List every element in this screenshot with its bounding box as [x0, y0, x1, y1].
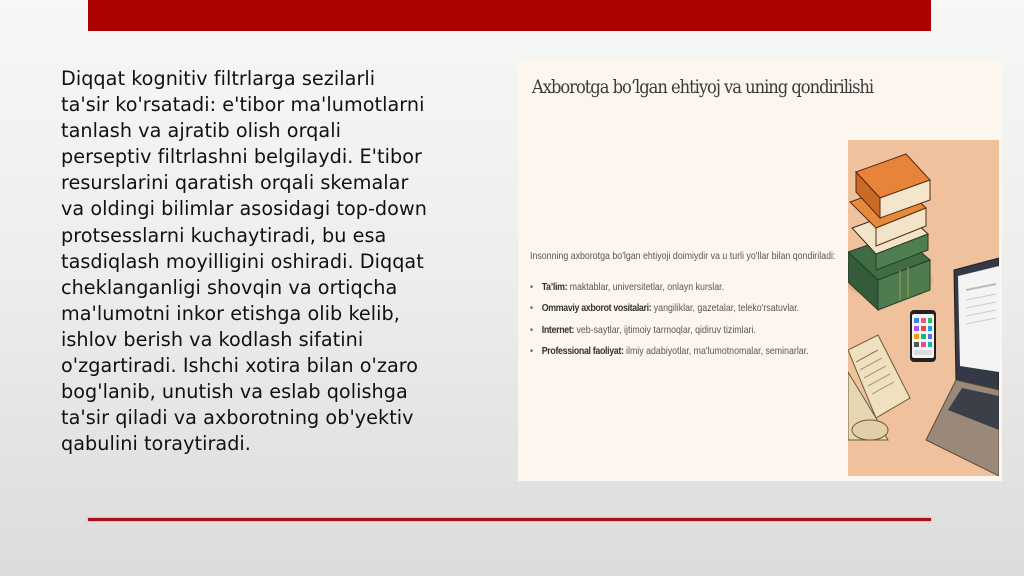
item-label: Ommaviy axborot vositalari: [541, 302, 652, 315]
list-item [530, 324, 809, 345]
item-label: Professional faoliyat: [541, 344, 624, 357]
laptop-icon [926, 258, 999, 476]
body-line: ta'sir qiladi va axborotning ob'yektiv [61, 406, 414, 430]
body-line: tasdiqlash moyilligini oshiradi. Diqqat [61, 249, 424, 273]
body-line: tanlash va ajratib olish orqali [61, 119, 341, 143]
list-item [530, 302, 809, 323]
item-label: Ta’lim: [541, 281, 568, 293]
panel-bullet-list [530, 281, 862, 366]
body-line: va oldingi bilimlar asosidagi top-down [61, 197, 427, 221]
body-line: perseptiv filtrlashni belgilaydi. E'tibor [61, 145, 422, 169]
panel-title: Axborotga bo‘lgan ehtiyoj va uning qondirilishi [532, 76, 874, 98]
body-line: bog'lanib, unutish va eslab qolishga [61, 380, 408, 404]
books-and-devices-illustration [848, 140, 999, 476]
body-line: ma'lumotni inkor etishga olib kelib, [61, 301, 400, 325]
list-item [530, 345, 809, 366]
item-label: Internet: [541, 323, 575, 336]
item-text: maktablar, universitetlar, onlayn kurslar. [567, 281, 725, 293]
bullet-icon: • [530, 323, 534, 336]
smartphone-icon [910, 310, 936, 362]
bullet-icon: • [530, 281, 534, 293]
body-line: ishlov berish va kodlash sifatini [61, 327, 364, 351]
bullet-icon: • [530, 344, 534, 357]
body-line: resurslarini qaratish orqali skemalar [61, 171, 409, 195]
body-line: Diqqat kognitiv filtrlarga sezilarli [61, 67, 376, 90]
newspaper-icon [848, 335, 910, 440]
item-text: veb-saytlar, ijtimoiy tarmoqlar, qidiruv tizimlari. [574, 323, 756, 336]
slide-body-text [61, 66, 501, 457]
panel-intro: Insonning axborotga bo'lgan ehtiyoji doimiydir va u turli yo'llar bilan qondiriladi: [530, 250, 836, 262]
body-line: qabulini toraytiradi. [61, 432, 251, 456]
footer-divider-line [88, 518, 931, 521]
body-line: cheklanganligi shovqin va ortiqcha [61, 275, 398, 299]
item-text: ilmiy adabiyotlar, ma'lumotnomalar, seminarlar. [623, 344, 809, 357]
body-line: ta'sir ko'rsatadi: e'tibor ma'lumotlarni [61, 93, 425, 117]
embedded-image-panel [518, 60, 1002, 481]
bullet-icon: • [530, 302, 534, 315]
list-item [530, 281, 809, 302]
body-line: protsesslarni kuchaytiradi, bu esa [61, 223, 387, 247]
body-line: o'zgartiradi. Ishchi xotira bilan o'zaro [61, 354, 419, 378]
header-accent-bar [88, 0, 931, 31]
item-text: yangiliklar, gazetalar, teleko'rsatuvlar. [651, 302, 800, 315]
